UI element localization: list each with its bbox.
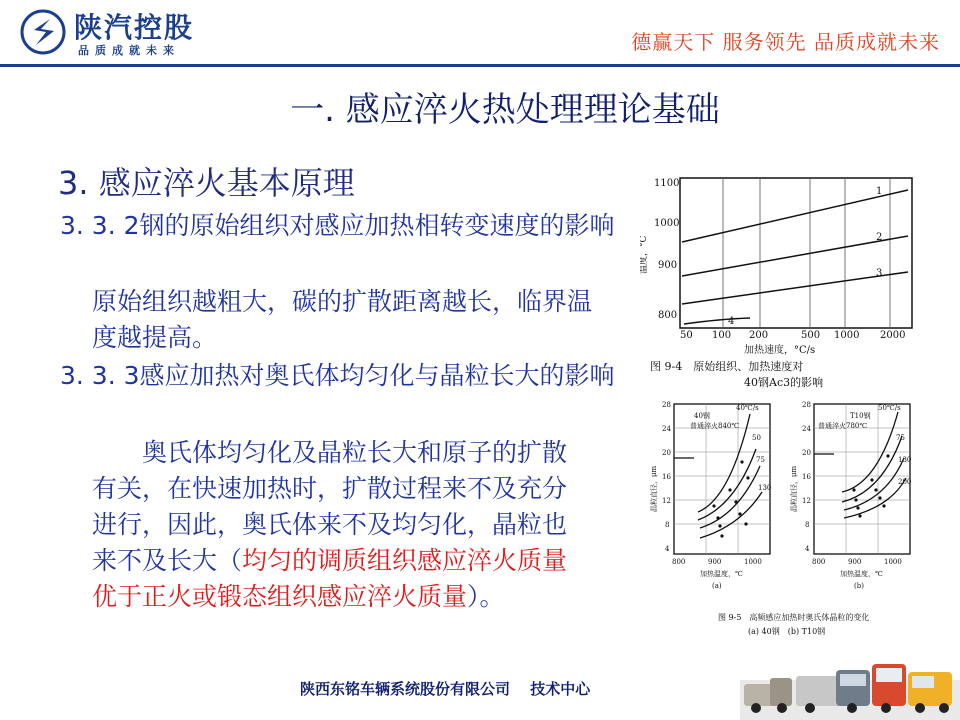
- paragraph-austenite: [92, 435, 586, 615]
- fig2-caption-line1: 图 9-5 高频感应加热时奥氏体晶粒的变化: [718, 613, 870, 622]
- fig1-curve-label-2: 2: [876, 232, 883, 243]
- fig2b-y-tick-20: 20: [802, 449, 811, 457]
- fig2b-curve-label-130: 130: [898, 456, 912, 464]
- fig1-x-tick-2000: 2000: [880, 330, 906, 341]
- footer-company: 陕西东铭车辆系统股份有限公司 技术中心: [300, 680, 591, 698]
- fig1-y-label: 温度，°C: [640, 235, 649, 274]
- figure-9-5: [650, 394, 926, 646]
- fig2a-y-tick-4: 4: [665, 545, 670, 553]
- fig2b-x-tick-1000: 1000: [884, 558, 902, 566]
- fig2b-rate-label: 50℃/s: [878, 404, 901, 412]
- paragraph-austenite-end: ）。: [467, 582, 505, 611]
- fig2a-note: 普通淬火840℃: [690, 422, 740, 430]
- fig2a-x-label: 加热温度，℃: [700, 570, 743, 578]
- fig2a-y-label: 晶粒直径，μm: [650, 465, 658, 512]
- figure-9-4: [640, 164, 930, 392]
- paragraph-original-structure: 原始组织越粗大，碳的扩散距离越长，临界温度越提高。: [92, 287, 593, 352]
- fig2a-y-tick-16: 16: [662, 473, 671, 481]
- fig1-x-tick-1000: 1000: [834, 330, 860, 341]
- fig2a-x-tick-1000: 1000: [744, 558, 762, 566]
- fig1-y-tick-1000: 1000: [654, 218, 680, 229]
- fig2b-y-tick-8: 8: [805, 521, 810, 529]
- fig2a-y-tick-24: 24: [662, 425, 671, 433]
- fig2b-y-label: 晶粒直径，μm: [790, 465, 798, 512]
- header-slogan: 德赢天下 服务领先 品质成就未来: [631, 30, 940, 54]
- fig2a-curve-label-130: 130: [758, 484, 772, 492]
- section-heading: 3. 感应淬火基本原理: [58, 164, 355, 202]
- fig2a-y-tick-20: 20: [662, 449, 671, 457]
- fig1-curve-label-3: 3: [876, 268, 883, 279]
- fig2b-x-tick-800: 800: [812, 558, 826, 566]
- paragraph-austenite-text: 奥氏体均匀化及晶粒长大和原子的扩散有关，在快速加热时，扩散过程来不及充分进行，因此，奥氏体来不及均匀化，晶粒也来不及长大（: [92, 438, 568, 575]
- fig1-x-tick-200: 200: [749, 330, 769, 341]
- fig2a-curve-label-75: 75: [756, 456, 765, 464]
- fig1-curve-label-1: 1: [876, 186, 883, 197]
- header-divider: [0, 64, 960, 67]
- fig2a-curve-label-50: 50: [752, 434, 761, 442]
- fig1-y-tick-900: 900: [658, 260, 678, 271]
- fig2b-y-tick-4: 4: [805, 545, 810, 553]
- fig2b-y-tick-28: 28: [802, 401, 811, 409]
- fig2b-y-tick-16: 16: [802, 473, 811, 481]
- fig2a-y-tick-8: 8: [665, 521, 670, 529]
- fig2b-x-tick-900: 900: [848, 558, 862, 566]
- fig1-y-tick-800: 800: [658, 310, 678, 321]
- fig2a-rate-label: 40℃/s: [736, 404, 759, 412]
- fig2b-x-label: 加热温度，℃: [840, 570, 883, 578]
- slide-title: 一. 感应淬火热处理理论基础: [290, 90, 720, 130]
- fig2b-panel-label: (b): [854, 582, 864, 590]
- fig2b-curve-label-75: 75: [896, 434, 905, 442]
- fig2a-y-tick-28: 28: [662, 401, 671, 409]
- fig2b-y-tick-24: 24: [802, 425, 811, 433]
- fig1-caption-line1: 图 9-4 原始组织、加热速度对: [650, 360, 804, 373]
- trucks-illustration-icon: [740, 650, 960, 720]
- company-logo-icon: [20, 9, 66, 55]
- fig1-y-tick-1100: 1100: [654, 178, 680, 189]
- fig2b-steel-label: T10钢: [850, 412, 871, 420]
- company-logo-tagline: 品质成就未来: [78, 44, 180, 57]
- fig1-x-tick-100: 100: [712, 330, 732, 341]
- fig2b-note: 普通淬火780℃: [818, 422, 868, 430]
- company-logo-text: 陕汽控股: [74, 11, 195, 44]
- fig2b-y-tick-12: 12: [802, 497, 811, 505]
- fig2a-steel-label: 40钢: [694, 412, 710, 420]
- highlight-text: 均匀的调质组织感应淬火质量优于正火或锻态组织感应淬火质量: [92, 546, 568, 611]
- fig2a-x-tick-800: 800: [672, 558, 686, 566]
- fig1-curve-label-4: 4: [728, 316, 735, 327]
- fig1-caption-line2: 40钢Ac3的影响: [744, 376, 824, 389]
- fig2a-y-tick-12: 12: [662, 497, 671, 505]
- fig1-x-label: 加热速度，°C/s: [744, 345, 816, 356]
- fig2a-panel-label: (a): [712, 582, 722, 590]
- fig1-x-tick-50: 50: [680, 330, 693, 341]
- fig2a-x-tick-900: 900: [708, 558, 722, 566]
- fig2b-curve-label-200: 200: [898, 478, 912, 486]
- subsection-3-3-3: 3. 3. 3感应加热对奥氏体均匀化与晶粒长大的影响: [60, 361, 615, 390]
- fig2-caption-line2: (a) 40钢 (b) T10钢: [748, 627, 826, 636]
- fig1-x-tick-500: 500: [801, 330, 821, 341]
- subsection-3-3-2: 3. 3. 2钢的原始组织对感应加热相转变速度的影响: [60, 211, 615, 240]
